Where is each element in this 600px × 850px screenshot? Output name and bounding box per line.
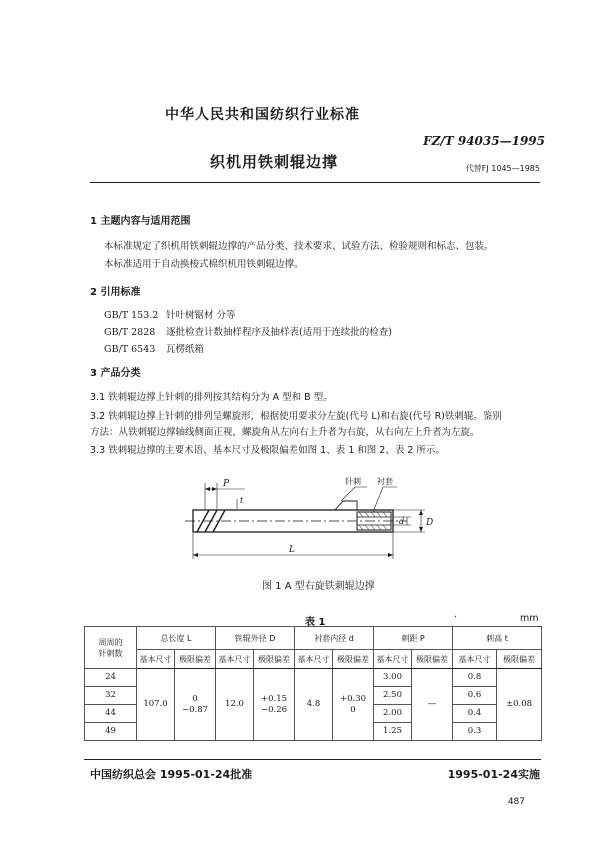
cell-needles: 32 (85, 687, 137, 705)
cell-od-basic: 12.0 (216, 669, 254, 741)
needle-leader (341, 487, 367, 501)
subheader-tolerance: 极限偏差 (412, 650, 453, 669)
length-tol-upper: 0 (192, 693, 198, 704)
header-pitch: 刺距 P (374, 627, 453, 650)
reference-code: GB/T 2828 (104, 327, 156, 338)
section-1-paragraph-2: 本标准适用于自动换梭式棉织机用铁刺辊边撑。 (104, 259, 304, 270)
reference-title: 针叶树锯材 分等 (166, 310, 236, 321)
label-needle: 针刺 (345, 477, 361, 486)
document-title: 织机用铁刺辊边撑 (210, 153, 339, 171)
table-1-title: 表 1 (305, 617, 326, 628)
header-needles-per-round: 周周的针刺数 (85, 627, 137, 669)
effective-date: 1995-01-24实施 (447, 768, 540, 781)
label-D: D (426, 518, 434, 528)
cell-needles: 24 (85, 669, 137, 687)
sleeve-leader (373, 487, 397, 512)
table-row (85, 669, 542, 687)
section-1-paragraph-1: 本标准规定了织机用铁刺辊边撑的产品分类、技术要求、试验方法、检验规则和标志、包装。 (104, 241, 494, 252)
clause-3-2-line-1: 3.2 铁刺辊边撑上针刺的排列呈螺旋形，根据使用要求分左旋(代号 L)和右旋(代号 R)铁刺辊。鉴别 (90, 411, 502, 422)
subheader-basic: 基本尺寸 (216, 650, 254, 669)
subheader-tolerance: 极限偏差 (497, 650, 542, 669)
cell-height-basic: 0.6 (453, 687, 497, 705)
cell-id-basic: 4.8 (295, 669, 333, 741)
cell-pitch-basic: 2.00 (374, 705, 412, 723)
section-2-heading: 2 引用标准 (90, 287, 141, 298)
subheader-basic: 基本尺寸 (137, 650, 175, 669)
cell-length-basic: 107.0 (137, 669, 175, 741)
subheader-basic: 基本尺寸 (374, 650, 412, 669)
reference-item (104, 324, 392, 338)
standard-number: FZ/T 94035—1995 (423, 134, 545, 148)
reference-title: 逐批检查计数抽样程序及抽样表(适用于连续批的检查) (166, 327, 392, 338)
table-1 (84, 626, 542, 741)
subheader-tolerance: 极限偏差 (333, 650, 374, 669)
cell-pitch-tolerance: — (412, 669, 453, 741)
table-unit: mm (520, 613, 539, 624)
needle-profile (335, 501, 357, 510)
length-tol-lower: −0.87 (181, 704, 209, 715)
reference-item (104, 307, 236, 321)
cell-length-tolerance (175, 669, 216, 741)
section-3-heading: 3 产品分类 (90, 368, 141, 379)
clause-3-2-line-2: 方法：从铁刺辊边撑轴线侧面正视，螺旋角从左向右上升者为右旋，从右向左上升者为左旋。 (90, 427, 480, 438)
figure-1-caption: 图 1 A 型右旋铁刺辊边撑 (262, 581, 375, 592)
cell-pitch-basic: 2.50 (374, 687, 412, 705)
label-t: t (240, 496, 244, 505)
header-roller-od: 铁辊外径 D (216, 627, 295, 650)
cell-needles: 49 (85, 723, 137, 741)
clause-3-3: 3.3 铁刺辊边撑的主要术语、基本尺寸及极限偏差如图 1、表 1 和图 2、表 2 所示。 (90, 445, 445, 456)
cell-height-basic: 0.8 (453, 669, 497, 687)
label-p: P (223, 479, 230, 489)
cell-height-basic: 0.3 (453, 723, 497, 741)
reference-code: GB/T 153.2 (104, 310, 159, 321)
cell-pitch-basic: 3.00 (374, 669, 412, 687)
clause-3-1: 3.1 铁刺辊边撑上针刺的排列按其结构分为 A 型和 B 型。 (90, 392, 333, 403)
cell-id-tolerance (333, 669, 374, 741)
cell-height-basic: 0.4 (453, 705, 497, 723)
approval-date: 中国纺织总会 1995-01-24批准 (90, 768, 253, 781)
label-d: d (399, 517, 405, 526)
header-sleeve-id: 衬套内径 d (295, 627, 374, 650)
subheader-basic: 基本尺寸 (453, 650, 497, 669)
issuing-organization: 中华人民共和国纺织行业标准 (165, 107, 360, 123)
spiral-needles (197, 510, 225, 532)
od-tol-lower: −0.26 (260, 704, 288, 715)
header-rule (90, 182, 540, 183)
header-total-length: 总长度 L (137, 627, 216, 650)
label-sleeve: 衬套 (377, 477, 393, 486)
reference-item (104, 341, 204, 355)
id-tol-lower: 0 (350, 704, 356, 715)
reference-code: GB/T 6543 (104, 344, 156, 355)
cell-od-tolerance (254, 669, 295, 741)
cell-pitch-basic: 1.25 (374, 723, 412, 741)
replaces-standard: 代替FJ 1045—1985 (465, 164, 540, 173)
table-header-row (85, 627, 542, 650)
table-dot: · (454, 612, 458, 623)
cell-height-tolerance: ±0.08 (497, 669, 542, 741)
subheader-basic: 基本尺寸 (295, 650, 333, 669)
subheader-tolerance: 极限偏差 (254, 650, 295, 669)
figure-1-drawing (185, 475, 450, 575)
footer-rule (84, 759, 541, 760)
section-1-heading: 1 主题内容与适用范围 (90, 216, 191, 227)
subheader-tolerance: 极限偏差 (175, 650, 216, 669)
page-number: 487 (507, 797, 525, 807)
header-height: 刺高 t (453, 627, 542, 650)
reference-title: 瓦楞纸箱 (166, 344, 205, 355)
label-L: L (289, 545, 295, 555)
od-tol-upper: +0.15 (260, 693, 288, 704)
table-subheader-row (85, 650, 542, 669)
id-tol-upper: +0.30 (339, 693, 367, 704)
cell-needles: 44 (85, 705, 137, 723)
